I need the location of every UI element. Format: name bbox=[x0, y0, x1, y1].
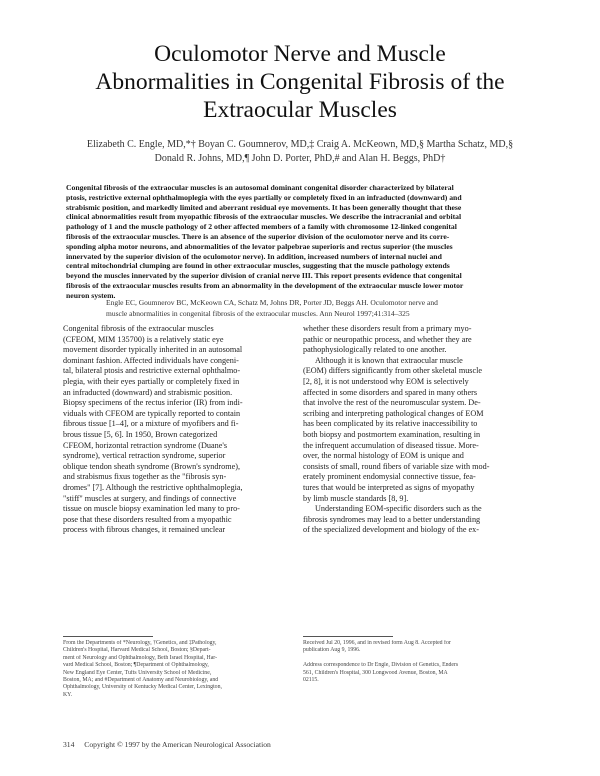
body-line: (CFEOM, MIM 135700) is a relatively static eye bbox=[63, 334, 224, 344]
body-line: (EOM) differs significantly from other skeletal muscle bbox=[303, 366, 483, 376]
body-line: dromes" [7]. Although the restrictive ophthalmoplegia, bbox=[63, 482, 243, 492]
body-line: whether these disorders result from a primary myo- bbox=[303, 324, 472, 333]
body-line: plegia, with their eyes partially or completely fixed in bbox=[63, 376, 240, 386]
body-line: Biopsy specimens of the rectus inferior (IR) from indi- bbox=[63, 398, 243, 408]
abstract-line: sponding alpha motor neurons, and abnormalities of the levator palpebrae superioris and rectus superior (the muscles bbox=[66, 241, 453, 251]
correspondence-footnote bbox=[303, 640, 538, 684]
body-line: Congenital fibrosis of the extraocular muscles bbox=[63, 324, 214, 333]
footnote-line: ment of Neurology and Ophthalmology, Beth Israel Hospital, Har- bbox=[63, 654, 218, 661]
abstract-line: beyond the muscles innervated by the superior division of cranial nerve III. This report presents evidence that congenital bbox=[66, 271, 462, 281]
abstract-line: central mitochondrial clumping are found in other extraocular muscles, suggesting that the muscle pathology extends bbox=[66, 261, 450, 271]
abstract-line: pathology of 1 and the muscle pathology of 2 other affected members of a family with chromosome 12-linked congenital bbox=[66, 222, 457, 232]
author-line-2: Donald R. Johns, MD,¶ John D. Porter, PhD,# and Alan H. Beggs, PhD† bbox=[154, 152, 446, 164]
body-line: oblique tendon sheath syndrome (Brown's syndrome), bbox=[63, 461, 241, 471]
title-line-2: Abnormalities in Congenital Fibrosis of the bbox=[95, 69, 505, 95]
body-line: tures that would be interpreted as signs of myopathy bbox=[303, 482, 475, 492]
abstract-line: fibrosis of the extraocular muscles results from an abnormality in the development of the extraocular muscle lower motor bbox=[66, 280, 464, 290]
body-line: has been complicated by its relative inaccessibility to bbox=[303, 419, 478, 429]
author-line-1: Elizabeth C. Engle, MD,*† Boyan C. Goumnerov, MD,‡ Craig A. McKeown, MD,§ Martha Schatz, MD,§ bbox=[86, 139, 514, 150]
abstract-line: Congenital fibrosis of the extraocular muscles is an autosomal dominant congenital disorder characterized by bilateral bbox=[66, 183, 454, 192]
title-line-1: Oculomotor Nerve and Muscle bbox=[154, 41, 446, 67]
body-line: fibrous tissue [1–4], or a mixture of myofibers and fi- bbox=[63, 419, 239, 429]
body-line: tissue on muscle biopsy examination led many to pro- bbox=[63, 504, 240, 514]
page-number: 314 bbox=[63, 740, 75, 749]
abstract-line: neuron system. bbox=[66, 290, 116, 300]
body-line: that involve the rest of the neuromuscular system. De- bbox=[303, 398, 481, 408]
body-line: of the specialized development and biology of the ex- bbox=[303, 525, 479, 535]
body-line: over, the normal histology of EOM is unique and bbox=[303, 451, 464, 461]
footnote-line: KY. bbox=[63, 691, 73, 698]
abstract-line: strabismic position, and markedly limited and aberrant residual eye movements. It has been generally thought that these bbox=[66, 202, 462, 212]
footnote-line: Ophthalmology, University of Kentucky Medical Center, Lexington, bbox=[63, 684, 222, 691]
article-title bbox=[40, 40, 560, 124]
footnote-divider-left bbox=[63, 636, 153, 637]
citation-line-2: muscle abnormalities in congenital fibrosis of the extraocular muscles. Ann Neurol 1997;41:314–325 bbox=[106, 308, 410, 318]
body-line: pathic or neuropathic process, and whether they are bbox=[303, 334, 472, 344]
body-line: an infraducted (downward) and strabismic position. bbox=[63, 387, 233, 397]
footnote-line: Address correspondence to Dr Engle, Division of Genetics, Enders bbox=[303, 662, 459, 669]
abstract-line: innervated by the superior division of the oculomotor nerve). In addition, increased numbers of internal nuclei and bbox=[66, 251, 442, 261]
body-line: "stiff" muscles at surgery, and findings of connective bbox=[63, 493, 237, 503]
footnote-divider-right bbox=[303, 636, 393, 637]
footnote-line: 02115. bbox=[303, 677, 319, 684]
footnote-line: Boston, MA; and #Department of Anatomy and Neurobiology, and bbox=[63, 677, 219, 684]
title-line-3: Extraocular Muscles bbox=[203, 97, 397, 123]
abstract-line: fibrosis of the extraocular muscles. There is an absence of the superior division of the oculomotor nerve and its corre- bbox=[66, 231, 450, 241]
body-line: process with fibrous changes, it remained unclear bbox=[63, 525, 226, 535]
footnote-line bbox=[303, 655, 538, 662]
body-line: pose that these disorders resulted from a myopathic bbox=[63, 514, 232, 524]
body-line: the infrequent accumulation of diseased tissue. More- bbox=[303, 440, 479, 450]
body-line: consists of small, round fibers of variable size with mod- bbox=[303, 461, 490, 471]
footnote-line: 561, Children's Hospital, 300 Longwood Avenue, Boston, MA bbox=[303, 669, 448, 676]
body-line: fibrosis syndromes may lead to a better understanding bbox=[303, 514, 481, 524]
footnote-line: Received Jul 20, 1996, and in revised form Aug 8. Accepted for bbox=[303, 640, 451, 646]
body-line: Understanding EOM-specific disorders such as the bbox=[315, 504, 482, 514]
footnote-line: vard Medical School, Boston; ¶Department of Ophthalmology, bbox=[63, 662, 209, 669]
footnote-line: From the Departments of *Neurology, †Genetics, and ‡Pathology, bbox=[63, 640, 217, 646]
body-line: and strabismus fixus together as the "fibrosis syn- bbox=[63, 472, 227, 482]
body-line: scribing and interpreting pathological changes of EOM bbox=[303, 408, 484, 418]
footnote-line: Children's Hospital, Harvard Medical School, Boston; §Depart- bbox=[63, 647, 211, 654]
author-list bbox=[40, 138, 560, 165]
body-line: Although it is known that extraocular muscle bbox=[315, 355, 463, 365]
abstract bbox=[66, 183, 534, 301]
body-column-left bbox=[63, 324, 303, 536]
abstract-line: clinical abnormalities result from myopathic fibrosis of the extraocular muscles. We describe the intracranial and orbital bbox=[66, 212, 462, 222]
body-line: dominant fashion. Affected individuals have congeni- bbox=[63, 355, 239, 365]
page-footer bbox=[63, 740, 463, 750]
citation-line-1: Engle EC, Goumnerov BC, McKeown CA, Schatz M, Johns DR, Porter JD, Beggs AH. Oculomotor nerve and bbox=[106, 298, 438, 307]
copyright-notice: Copyright © 1997 by the American Neurological Association bbox=[84, 740, 271, 749]
body-line: affected in some disorders and spared in many others bbox=[303, 387, 478, 397]
body-line: CFEOM, horizontal retraction syndrome (Duane's bbox=[63, 440, 228, 450]
body-line: pathophysiologically related to one another. bbox=[303, 345, 447, 355]
body-line: movement disorder typically inherited in an autosomal bbox=[63, 345, 243, 355]
body-line: tal, bilateral ptosis and restrictive external ophthalmo- bbox=[63, 366, 241, 376]
body-line: viduals with CFEOM are typically reported to contain bbox=[63, 408, 241, 418]
body-line: brous tissue [5, 6]. In 1950, Brown categorized bbox=[63, 429, 218, 439]
footnote-line: publication Aug 9, 1996. bbox=[303, 647, 361, 654]
abstract-line: ptosis, restrictive external ophthalmoplegia with the eyes partially or completely fixed in an infraducted (downward) and bbox=[66, 192, 462, 202]
affiliation-footnote bbox=[63, 640, 298, 699]
body-line: by limb muscle standards [8, 9]. bbox=[303, 493, 409, 503]
body-column-right bbox=[303, 324, 543, 536]
body-line: syndrome), vertical retraction syndrome, superior bbox=[63, 451, 226, 461]
body-line: both biopsy and postmortem examination, resulting in bbox=[303, 429, 481, 439]
body-line: erately prominent endomysial connective tissue, fea- bbox=[303, 472, 476, 482]
footnote-line: New England Eye Center, Tufts University School of Medicine, bbox=[63, 669, 212, 676]
body-line: [2, 8], it is not understood why EOM is selectively bbox=[303, 376, 469, 386]
citation bbox=[106, 298, 536, 319]
